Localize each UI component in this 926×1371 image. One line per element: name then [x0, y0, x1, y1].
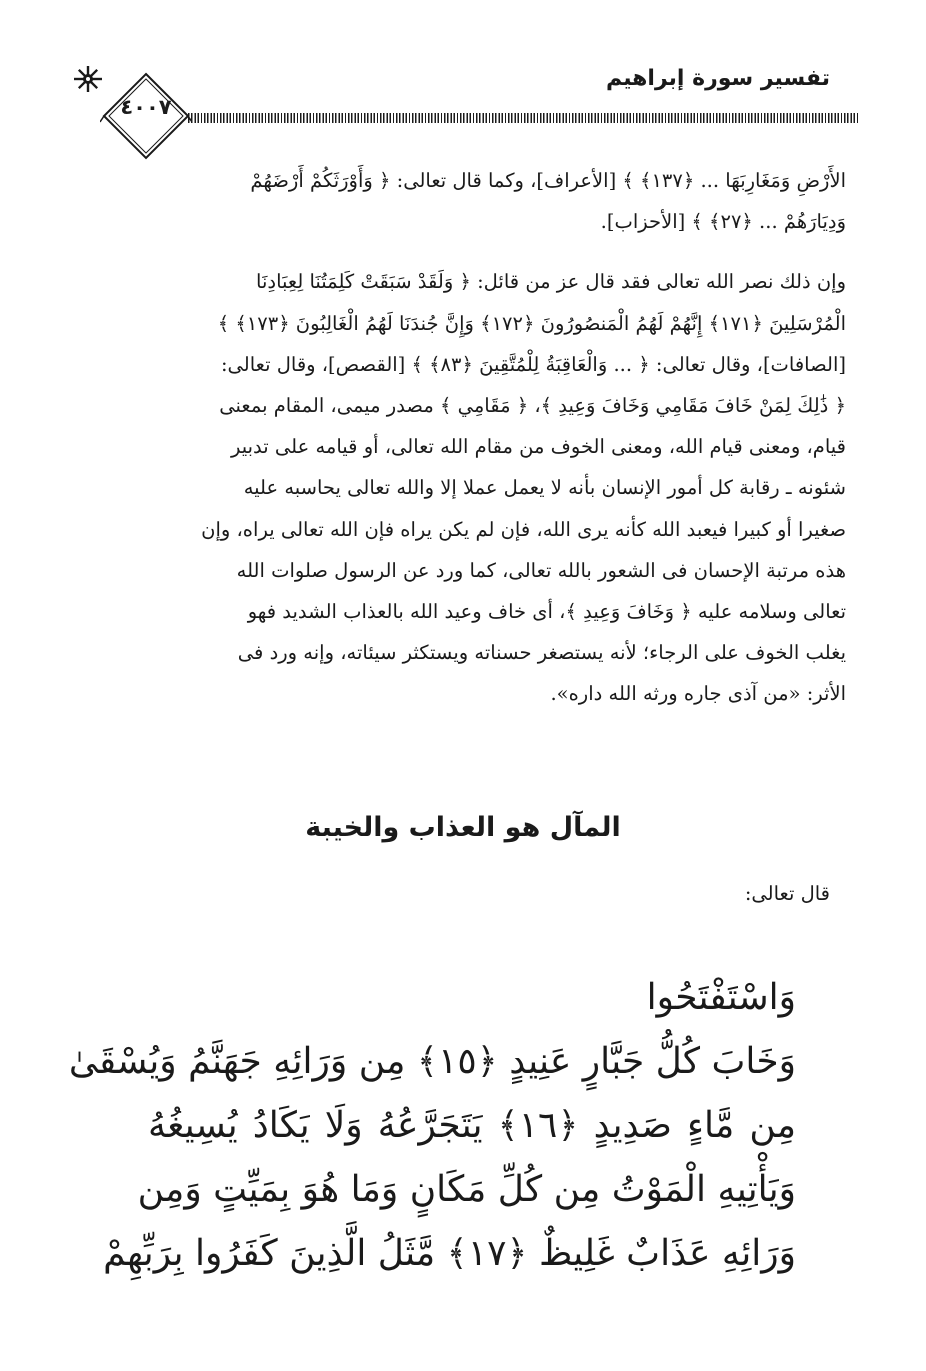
body-line: قيام، ومعنى قيام الله، ومعنى الخوف من مقام الله تعالى، أو قيامه على تدبير — [230, 435, 846, 459]
body-line: ﴿ ذَٰلِكَ لِمَنْ خَافَ مَقَامِي وَخَافَ وَعِيدِ ﴾، ﴿ مَقَامِي ﴾ مصدر ميمى، المقام بمعنى — [219, 394, 846, 418]
verse-line: وَيَأْتِيهِ الْمَوْتُ مِن كُلِّ مَكَانٍ وَمَا هُوَ بِمَيِّتٍ وَمِن — [137, 1169, 796, 1210]
body-line: وَدِيَارَهُمْ ... ﴿٢٧﴾ ﴾ [الأحزاب]. — [600, 210, 846, 234]
page-number: ٤٠٠٧ — [120, 95, 172, 119]
verse-line: وَرَائِهِ عَذَابٌ غَلِيظٌ ﴿١٧﴾ مَّثَلُ الَّذِينَ كَفَرُوا بِرَبِّهِمْ — [103, 1233, 796, 1274]
verse-line: وَخَابَ كُلُّ جَبَّارٍ عَنِيدٍ ﴿١٥﴾ مِن وَرَائِهِ جَهَنَّمُ وَيُسْقَىٰ — [68, 1041, 796, 1082]
body-line: تعالى وسلامه عليه ﴿ وَخَافَ وَعِيدِ ﴾، أى خاف وعيد الله بالعذاب الشديد فهو — [247, 600, 846, 624]
body-line: [الصافات]، وقال تعالى: ﴿ ... وَالْعَاقِبَةُ لِلْمُتَّقِينَ ﴿٨٣﴾ ﴾ [القصص]، وقال تعالى: — [220, 352, 846, 376]
body-line: شئونه ـ رقابة كل أمور الإنسان بأنه لا يعمل عملا إلا والله تعالى يحاسبه عليه — [243, 476, 846, 500]
body-line: هذه مرتبة الإحسان فى الشعور بالله تعالى، كما ورد عن الرسول صلوات الله — [236, 558, 846, 582]
body-line: الْمُرْسَلِينَ ﴿١٧١﴾ إِنَّهُمْ لَهُمُ الْمَنصُورُونَ ﴿١٧٢﴾ وَإِنَّ جُندَنَا لَهُمُ الْغَالِبُونَ ﴿١٧٣﴾ ﴾ — [217, 311, 846, 335]
running-header-title: تفسير سورة إبراهيم — [605, 66, 830, 91]
section-intro: قال تعالى: — [744, 882, 830, 905]
body-line: يغلب الخوف على الرجاء؛ لأنه يستصغر حسناته ويستكثر سيئاته، وإنه ورد فى — [237, 641, 846, 665]
quran-verse-block — [68, 966, 797, 1286]
body-line: الأثر: «من آذى جاره ورثه الله داره». — [550, 682, 846, 706]
body-line: الأَرْضِ وَمَغَارِبَهَا ... ﴿١٣٧﴾ ﴾ [الأعراف]، وكما قال تعالى: ﴿ وَأَوْرَثَكُمْ أَرْضَهُمْ — [250, 169, 846, 192]
verse-line: وَاسْتَفْتَحُوا — [646, 977, 796, 1018]
header-divider-rule — [188, 113, 860, 123]
verse-line: مِن مَّاءٍ صَدِيدٍ ﴿١٦﴾ يَتَجَرَّعُهُ وَلَا يَكَادُ يُسِيغُهُ — [148, 1105, 797, 1146]
commentary-body — [86, 160, 846, 715]
body-line: صغيرا أو كبيرا فيعبد الله كأنه يرى الله، فإن لم يكن يراه فإن الله تعالى يراه، وإن — [201, 517, 846, 541]
section-heading: المآل هو العذاب والخيبة — [305, 812, 621, 843]
body-line: وإن ذلك نصر الله تعالى فقد قال عز من قائل: ﴿ وَلَقَدْ سَبَقَتْ كَلِمَتُنَا لِعِبَادِنَا — [256, 270, 846, 294]
header-ornament-icon — [74, 66, 102, 92]
